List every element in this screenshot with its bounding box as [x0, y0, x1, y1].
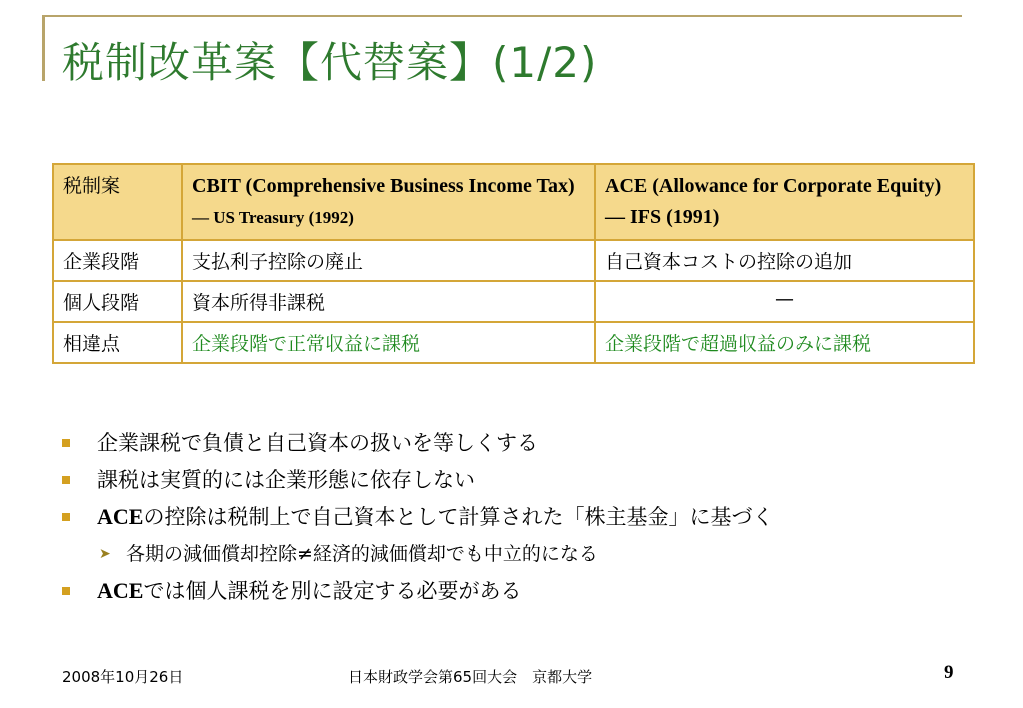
ace-name: ACE (Allowance for Corporate Equity): [605, 175, 942, 197]
table-header-row: [53, 164, 974, 240]
table-row: [53, 240, 974, 281]
row-label: 相違点: [53, 322, 182, 363]
decorative-top-line: [42, 15, 962, 17]
ace-cell: —: [595, 281, 974, 322]
bullet-text: [97, 502, 773, 532]
bullet-text: 企業課税で負債と自己資本の扱いを等しくする: [97, 431, 538, 455]
ace-abbrev: ACE: [97, 504, 144, 529]
cbit-cell: 資本所得非課税: [182, 281, 595, 322]
ace-abbrev: ACE: [97, 578, 144, 603]
ace-cell: 企業段階で超過収益のみに課税: [595, 322, 974, 363]
table-row: [53, 281, 974, 322]
row-label: 個人段階: [53, 281, 182, 322]
square-bullet-icon: [62, 587, 70, 595]
cbit-cell: 支払利子控除の廃止: [182, 240, 595, 281]
table-row: [53, 322, 974, 363]
bullet-text-rest: では個人課税を別に設定する必要がある: [143, 579, 522, 603]
footer-date: 2008年10月26日: [62, 668, 184, 686]
cbit-name: CBIT (Comprehensive Business Income Tax): [192, 175, 575, 197]
ace-source: — IFS (1991): [605, 206, 720, 228]
ace-cell: 自己資本コストの控除の追加: [595, 240, 974, 281]
header-cell-label: 税制案: [53, 164, 182, 240]
square-bullet-icon: [62, 476, 70, 484]
arrow-bullet-icon: ➤: [99, 546, 111, 562]
tax-proposal-table: [52, 163, 975, 364]
cbit-cell: 企業段階で正常収益に課税: [182, 322, 595, 363]
bullet-text-rest: の控除は税制上で自己資本として計算された「株主基金」に基づく: [143, 505, 774, 529]
square-bullet-icon: [62, 439, 70, 447]
bullet-text: [97, 576, 521, 606]
cbit-source: — US Treasury (1992): [192, 208, 354, 227]
footer-event: 日本財政学会第65回大会 京都大学: [348, 668, 593, 686]
page-number: 9: [944, 662, 954, 683]
header-cell-cbit: [182, 164, 595, 240]
sub-bullet-text: 各期の減価償却控除≠経済的減価償却でも中立的になる: [126, 543, 598, 565]
bullet-text: 課税は実質的には企業形態に依存しない: [97, 468, 475, 492]
square-bullet-icon: [62, 513, 70, 521]
slide-title: 税制改革案【代替案】(1/2): [62, 38, 598, 87]
row-label: 企業段階: [53, 240, 182, 281]
header-cell-ace: [595, 164, 974, 240]
decorative-left-line: [42, 15, 45, 81]
